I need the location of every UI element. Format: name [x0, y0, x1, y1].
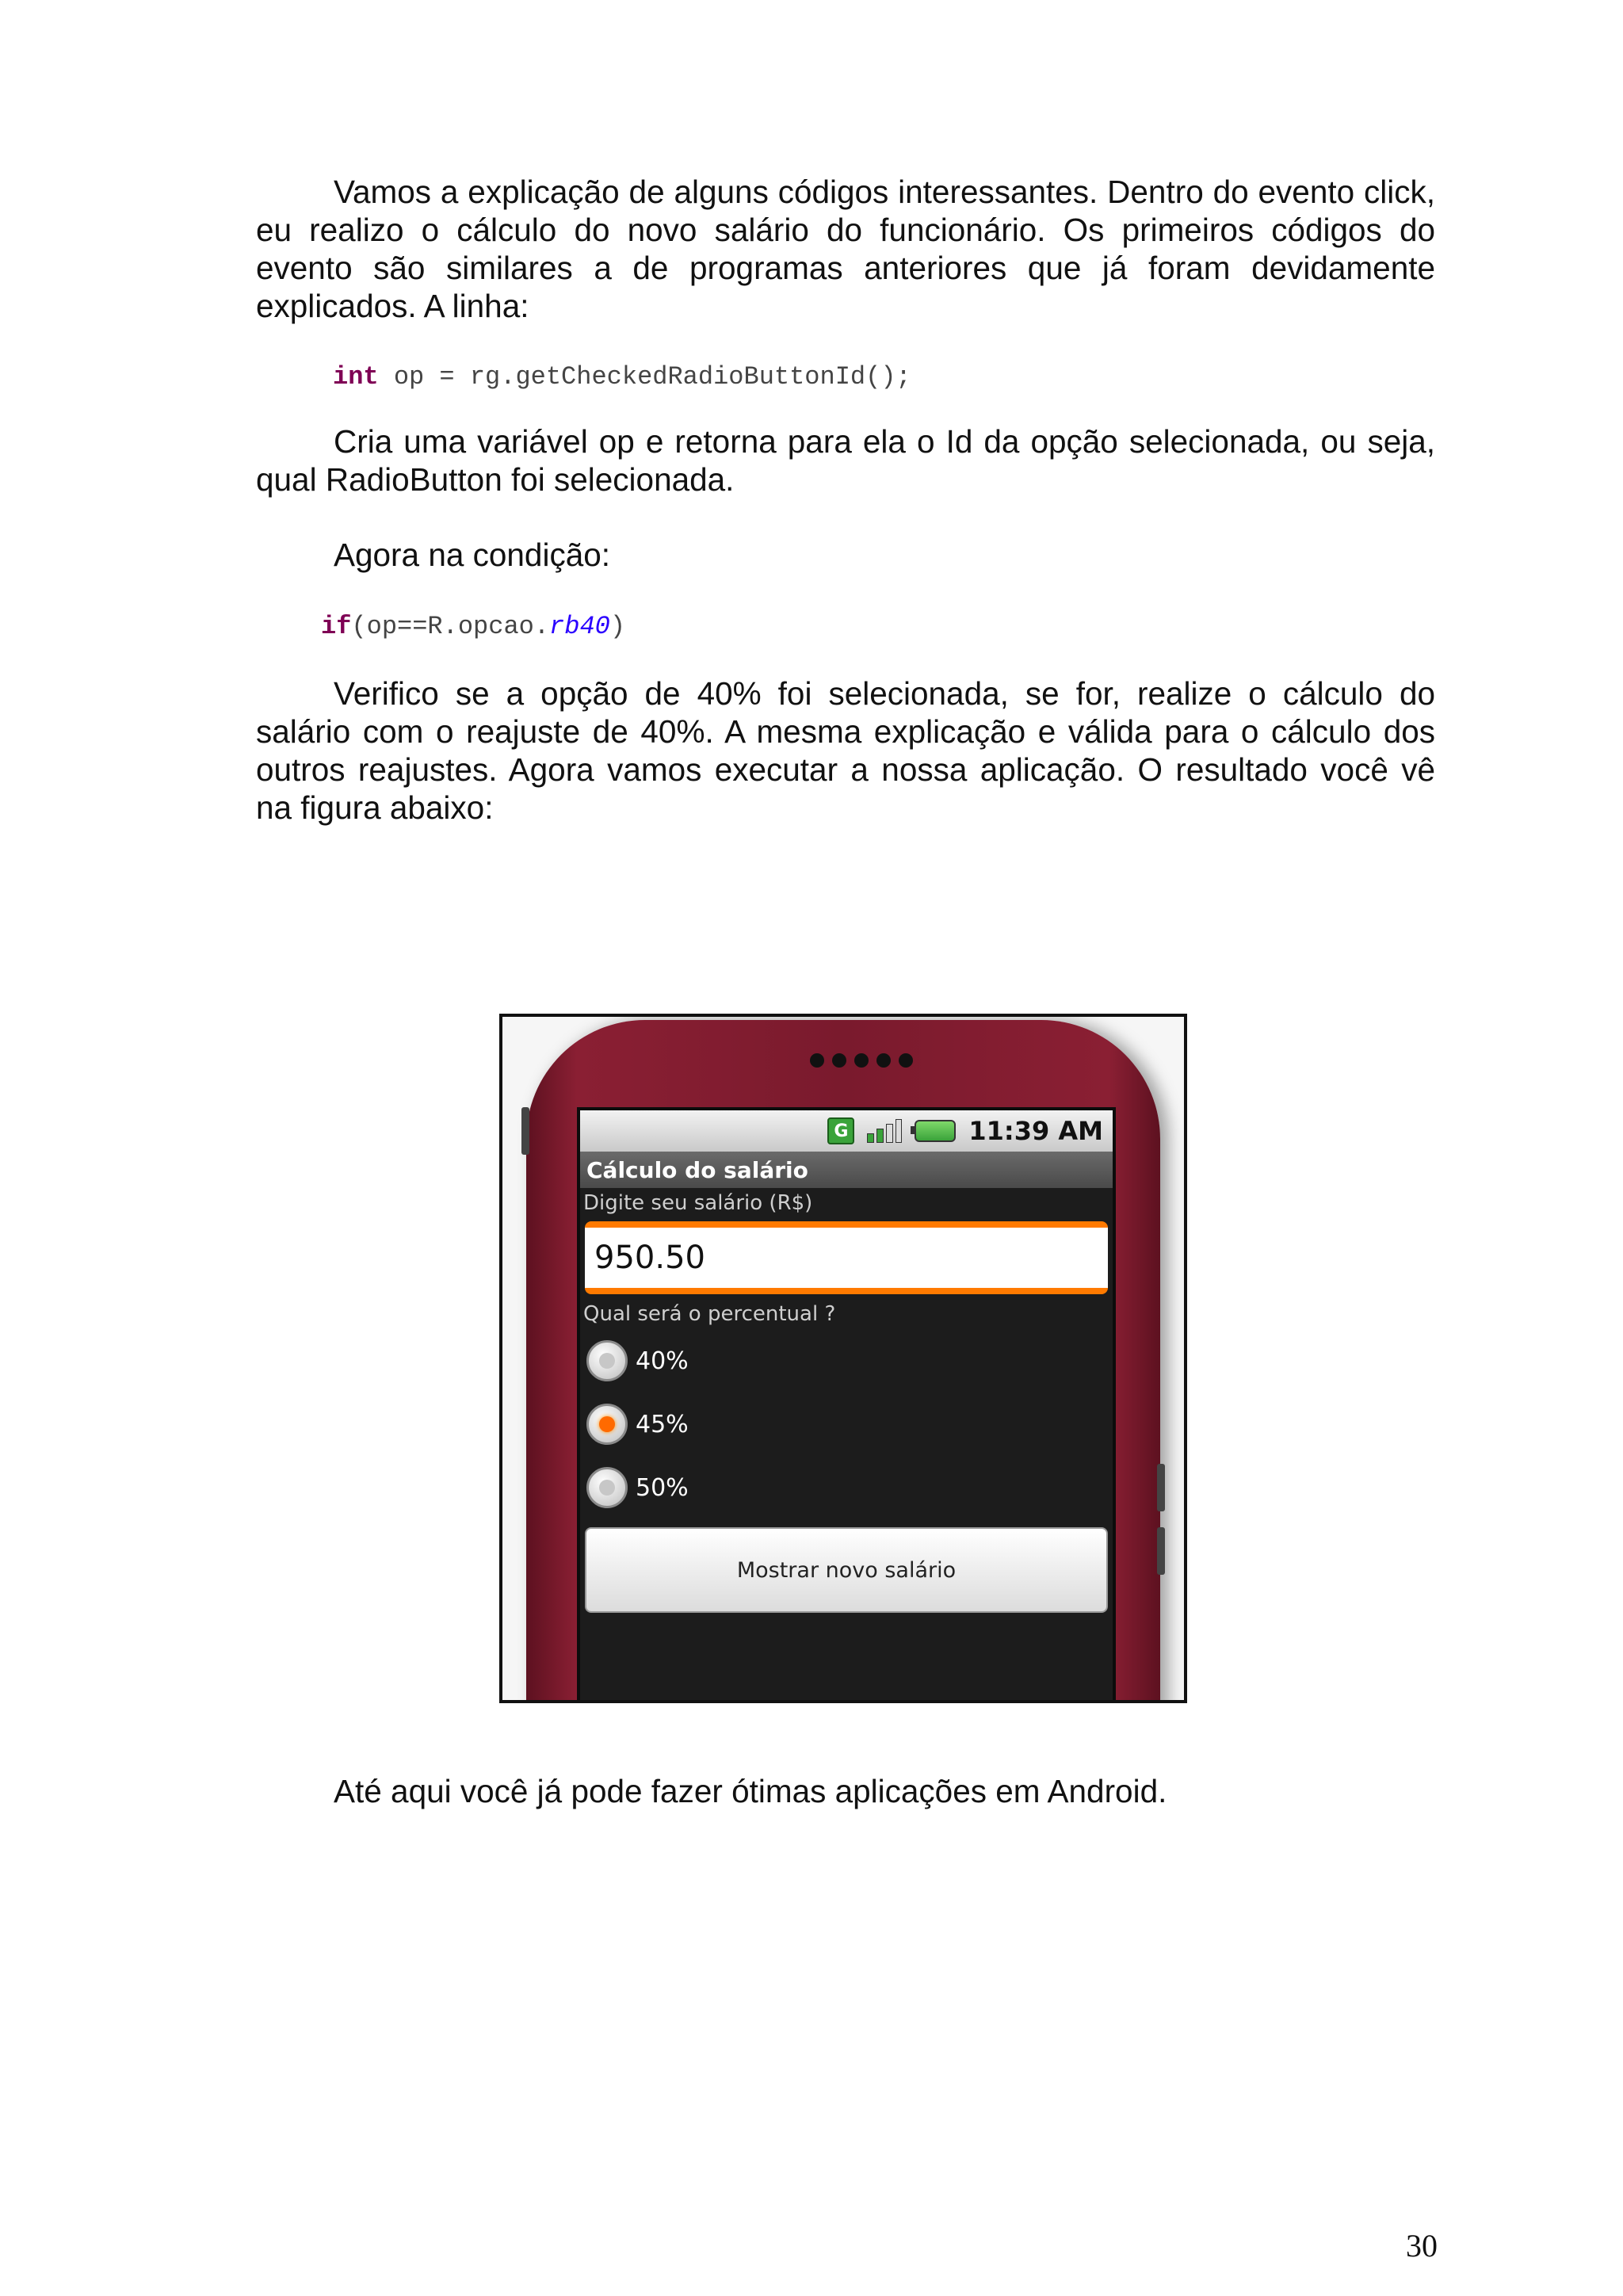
- code-text: ): [609, 612, 626, 641]
- radio-button-checked[interactable]: [586, 1404, 628, 1445]
- app-title: Cálculo do salário: [580, 1152, 1113, 1188]
- code-line-getchecked: [333, 361, 911, 393]
- side-button: [1157, 1527, 1165, 1575]
- code-keyword: int: [333, 362, 379, 392]
- paragraph-intro: Vamos a explicação de alguns códigos interessantes. Dentro do evento click, eu realizo o cálculo do novo salário do funcionário. Os primeiros códigos do evento são similares a de programas anteriores que já foram devidamente explicados. A linha:: [256, 174, 1435, 324]
- paragraph-closing: Até aqui você já pode fazer ótimas aplicações em Android.: [334, 1773, 1167, 1809]
- side-button: [1157, 1464, 1165, 1511]
- code-identifier: rb40: [549, 612, 610, 641]
- paragraph-variable: Cria uma variável op e retorna para ela o Id da opção selecionada, ou seja, qual RadioButton foi selecionada.: [256, 423, 1435, 498]
- side-button: [521, 1107, 529, 1155]
- code-keyword: if: [321, 612, 352, 641]
- code-text: (op==R.opcao.: [351, 612, 550, 641]
- network-g-icon: G: [827, 1117, 854, 1144]
- speaker-grille-icon: [810, 1053, 921, 1069]
- status-bar: [580, 1110, 1113, 1152]
- radio-label: 40%: [636, 1347, 689, 1375]
- phone-body: [526, 1020, 1160, 1703]
- radio-option-45[interactable]: [580, 1392, 1113, 1456]
- paragraph-verify: Verifico se a opção de 40% foi selecionada, se for, realize o cálculo do salário com o reajuste de 40%. A mesma explicação e válida para o cálculo dos outros reajustes. Agora vamos executar a nossa aplicação. O resultado você vê na figura abaixo:: [256, 675, 1435, 826]
- salary-input[interactable]: 950.50: [585, 1221, 1108, 1294]
- radio-label: 50%: [636, 1473, 689, 1502]
- radio-button[interactable]: [586, 1467, 628, 1508]
- radio-option-40[interactable]: [580, 1329, 1113, 1392]
- show-salary-button[interactable]: Mostrar novo salário: [585, 1527, 1108, 1613]
- radio-label: 45%: [636, 1410, 689, 1438]
- phone-screen: [577, 1107, 1116, 1703]
- phone-screenshot-figure: [499, 1014, 1187, 1703]
- page-number: 30: [1406, 2228, 1438, 2264]
- code-line-if: [321, 611, 625, 643]
- signal-icon: [867, 1119, 902, 1143]
- battery-icon: [915, 1120, 956, 1142]
- status-time: 11:39 AM: [968, 1116, 1103, 1146]
- radio-button[interactable]: [586, 1340, 628, 1381]
- salary-label: Digite seu salário (R$): [583, 1191, 813, 1215]
- paragraph-condition: Agora na condição:: [334, 537, 610, 573]
- percent-label: Qual será o percentual ?: [583, 1302, 836, 1326]
- radio-option-50[interactable]: [580, 1456, 1113, 1519]
- code-text: op = rg.getCheckedRadioButtonId();: [378, 362, 911, 392]
